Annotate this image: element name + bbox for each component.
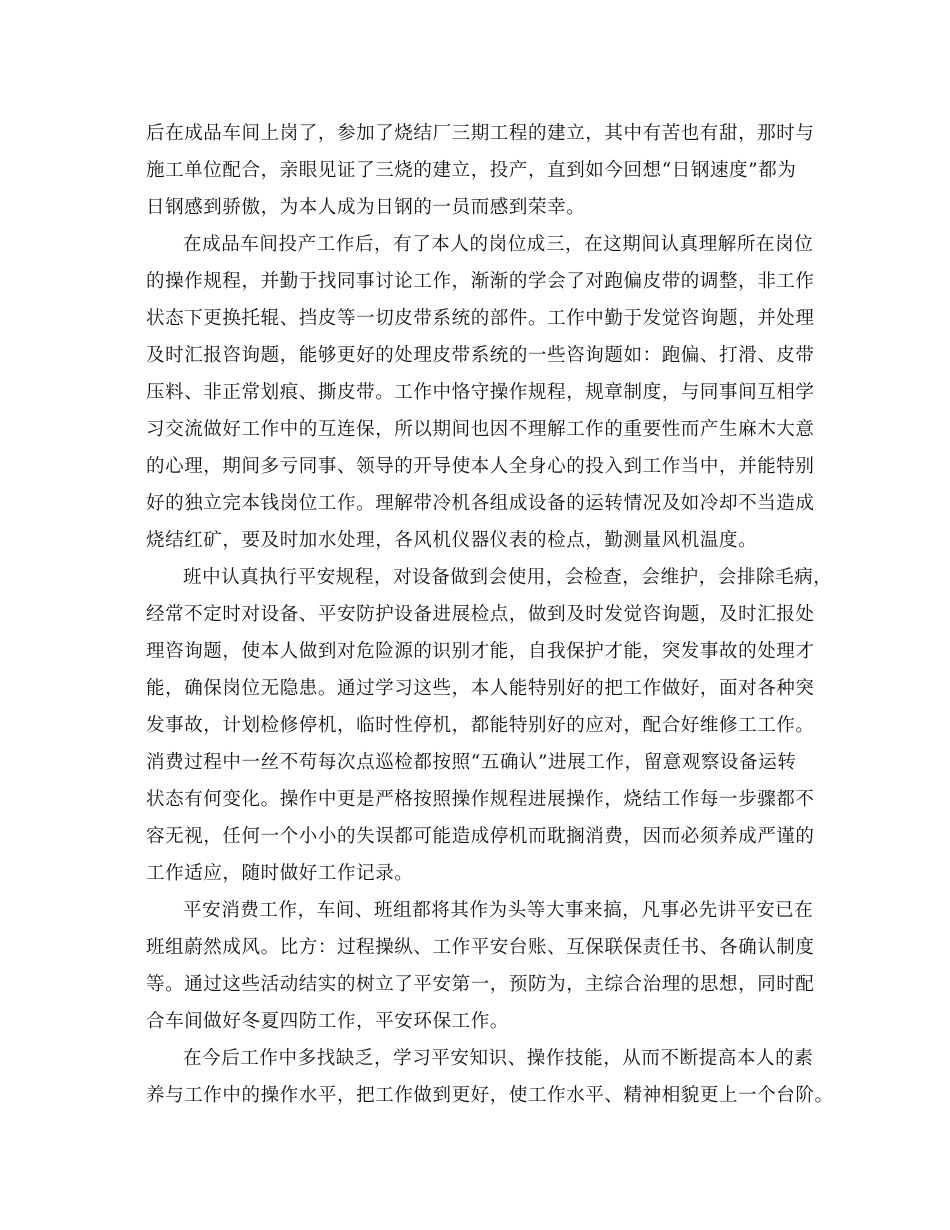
text-line: 状态有何变化。操作中更是严格按照操作规程进展操作，烧结工作每一步骤都不 [146,789,815,810]
text-line: 后在成品车间上岗了，参加了烧结厂三期工程的建立，其中有苦也有甜，那时与 [146,123,815,144]
text-line: 施工单位配合，亲眼见证了三烧的建立，投产，直到如今回想“日钢速度”都为 [146,160,797,181]
text-line: 及时汇报咨询题，能够更好的处理皮带系统的一些咨询题如：跑偏、打滑、皮带 [146,345,815,366]
text-line: 习交流做好工作中的互连保，所以期间也因不理解工作的重要性而产生麻木大意 [146,419,815,440]
paragraph-first-line: 班中认真执行平安规程，对设备做到会使用，会检查，会维护，会排除毛病， [183,567,833,588]
text-line: 养与工作中的操作水平，把工作做到更好，使工作水平、精神相貌更上一个台阶。 [146,1085,834,1106]
paragraph-first-line: 在今后工作中多找缺乏，学习平安知识、操作技能，从而不断提高本人的素 [183,1048,814,1069]
text-line: 消费过程中一丝不苟每次点巡检都按照“五确认”进展工作，留意观察设备运转 [146,752,797,773]
text-line: 容无视，任何一个小小的失误都可能造成停机而耽搁消费，因而必须养成严谨的 [146,826,815,847]
text-line: 好的独立完本钱岗位工作。理解带冷机各组成设备的运转情况及如冷却不当造成 [146,493,815,514]
text-line: 日钢感到骄傲，为本人成为日钢的一员而感到荣幸。 [146,197,586,218]
text-line: 烧结红矿，要及时加水处理，各风机仪器仪表的检点，勤测量风机温度。 [146,530,758,551]
text-line: 的操作规程，并勤于找同事讨论工作，渐渐的学会了对跑偏皮带的调整，非工作 [146,271,815,292]
text-line: 经常不定时对设备、平安防护设备进展检点，做到及时发觉咨询题，及时汇报处 [146,604,815,625]
text-line: 工作适应，随时做好工作记录。 [146,863,414,884]
text-line: 班组蔚然成风。比方：过程操纵、工作平安台账、互保联保责任书、各确认制度 [146,937,815,958]
text-line: 合车间做好冬夏四防工作，平安环保工作。 [146,1011,509,1032]
text-line: 能，确保岗位无隐患。通过学习这些，本人能特别好的把工作做好，面对各种突 [146,678,815,699]
text-line: 状态下更换托辊、挡皮等一切皮带系统的部件。工作中勤于发觉咨询题，并处理 [146,308,815,329]
paragraph-first-line: 在成品车间投产工作后，有了本人的岗位成三，在这期间认真理解所在岗位 [183,234,814,255]
text-line: 的心理，期间多亏同事、领导的开导使本人全身心的投入到工作当中，并能特别 [146,456,815,477]
paragraph-first-line: 平安消费工作，车间、班组都将其作为头等大事来搞，凡事必先讲平安已在 [183,900,814,921]
document-body [146,115,834,1114]
text-line: 发事故，计划检修停机，临时性停机，都能特别好的应对，配合好维修工工作。 [146,715,815,736]
text-line: 理咨询题，使本人做到对危险源的识别才能，自我保护才能，突发事故的处理才 [146,641,815,662]
text-line: 压料、非正常划痕、撕皮带。工作中恪守操作规程，规章制度，与同事间互相学 [146,382,815,403]
text-line: 等。通过这些活动结实的树立了平安第一，预防为，主综合治理的思想，同时配 [146,974,815,995]
